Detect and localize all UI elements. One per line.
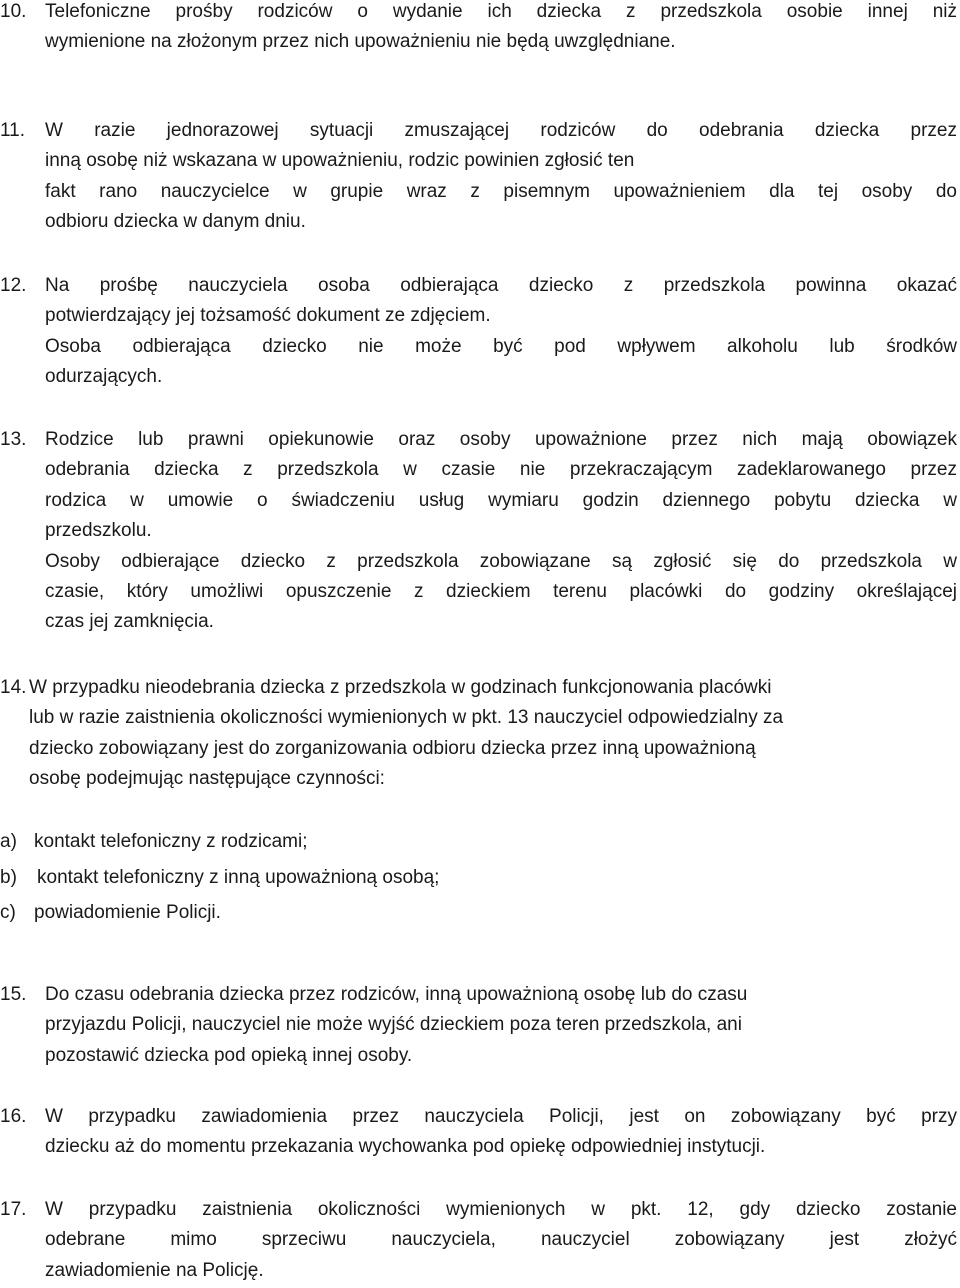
- line: [0, 271, 957, 301]
- line: [0, 607, 957, 637]
- item-text: przyjazdu Policji, nauczyciel nie może wyjść dzieckiem poza teren przedszkola, ani: [45, 1014, 742, 1036]
- line: [0, 486, 957, 516]
- line: [0, 146, 957, 176]
- item-text: dziecko zobowiązany jest do zorganizowania odbioru dziecka przez inną upoważnioną: [29, 737, 756, 759]
- item-text: zawiadomienie na Policję.: [45, 1259, 264, 1281]
- line: [0, 547, 957, 577]
- list-item-13: [0, 425, 957, 638]
- line: [0, 27, 957, 57]
- item-text: Osoba odbierająca dziecko nie może być pod wpływem alkoholu lub środków: [45, 335, 957, 357]
- item-text: inną osobę niż wskazana w upoważnieniu, rodzic powinien zgłosić ten: [45, 150, 635, 172]
- item-number: 16.: [0, 1106, 27, 1127]
- item-text: odbioru dziecka w danym dniu.: [45, 211, 306, 233]
- list-item-17: [0, 1195, 957, 1286]
- line: [0, 177, 957, 207]
- item-text: wymienione na złożonym przez nich upoważnieniu nie będą uwzględniane.: [45, 31, 676, 53]
- item-text: Rodzice lub prawni opiekunowie oraz osoby upoważnione przez nich mają obowiązek: [45, 429, 957, 450]
- line: [0, 980, 957, 1010]
- line: [0, 1102, 957, 1132]
- line: [0, 703, 957, 733]
- list-item-14: [0, 673, 957, 795]
- item-number: 15.: [0, 984, 27, 1005]
- item-text: odebrane mimo sprzeciwu nauczyciela, nauczyciel zobowiązany jest złożyć: [45, 1229, 957, 1251]
- subitem-letter: a): [0, 831, 17, 852]
- line: [0, 1010, 957, 1040]
- item-text: przedszkolu.: [45, 520, 152, 542]
- line: [0, 577, 957, 607]
- line: [0, 301, 957, 331]
- item-text: czas jej zamknięcia.: [45, 611, 214, 633]
- line: [0, 116, 957, 146]
- item-text: W przypadku zaistnienia okoliczności wymienionych w pkt. 12, gdy dziecko zostanie: [45, 1199, 957, 1220]
- line: [0, 362, 957, 392]
- item-text: osobę podejmując następujące czynności:: [29, 768, 385, 790]
- subitem-text: powiadomienie Policji.: [34, 902, 221, 923]
- item-text: Na prośbę nauczyciela osoba odbierająca dziecko z przedszkola powinna okazać: [45, 275, 957, 296]
- item-text: czasie, który umożliwi opuszczenie z dzieckiem terenu placówki do godziny określającej: [45, 581, 957, 603]
- item-text: Do czasu odebrania dziecka przez rodziców, inną upoważnioną osobę lub do czasu: [45, 984, 748, 1005]
- line: [0, 764, 957, 794]
- item-text: W razie jednorazowej sytuacji zmuszającej rodziców do odebrania dziecka przez: [45, 120, 957, 141]
- item-number: 17.: [0, 1199, 27, 1220]
- item-number: 11.: [0, 120, 26, 141]
- item-text: Telefoniczne prośby rodziców o wydanie ich dziecka z przedszkola osobie innej niż: [45, 1, 957, 22]
- item-text: odurzających.: [45, 366, 163, 388]
- line: [0, 1195, 957, 1225]
- subitem-b: [0, 863, 800, 893]
- subitem-text: kontakt telefoniczny z inną upoważnioną osobą;: [37, 867, 440, 888]
- item-number: 10.: [0, 1, 27, 22]
- line: [0, 455, 957, 485]
- item-text: Osoby odbierające dziecko z przedszkola zobowiązane są zgłosić się do przedszkola w: [45, 550, 957, 572]
- item-text: rodzica w umowie o świadczeniu usług wymiaru godzin dziennego pobytu dziecka w: [45, 489, 957, 511]
- item-text: pozostawić dziecka pod opieką innej osoby.: [45, 1044, 413, 1066]
- line: [0, 332, 957, 362]
- line: [0, 734, 957, 764]
- item-number: 12.: [0, 275, 27, 296]
- line: [0, 673, 957, 703]
- item-text: fakt rano nauczycielce w grupie wraz z pisemnym upoważnieniem dla tej osoby do: [45, 180, 957, 202]
- list-item-10: [0, 0, 957, 58]
- item-text: W przypadku zawiadomienia przez nauczyciela Policji, jest on zobowiązany być przy: [45, 1106, 957, 1127]
- line: [0, 425, 957, 455]
- list-item-15: [0, 980, 957, 1071]
- subitem-a: [0, 827, 800, 857]
- subitem-letter: b): [0, 867, 17, 888]
- item-text: W przypadku nieodebrania dziecka z przedszkola w godzinach funkcjonowania placówki: [29, 677, 772, 698]
- list-item-11: [0, 116, 957, 238]
- line: [0, 0, 957, 27]
- list-item-16: [0, 1102, 957, 1163]
- subitem-letter: c): [0, 902, 16, 923]
- line: [0, 516, 957, 546]
- line: [0, 207, 957, 237]
- line: [0, 1041, 957, 1071]
- item-number: 13.: [0, 429, 27, 450]
- subitem-text: kontakt telefoniczny z rodzicami;: [34, 831, 308, 852]
- subitem-c: [0, 898, 800, 928]
- list-item-12: [0, 271, 957, 393]
- line: [0, 1256, 957, 1286]
- item-text: potwierdzający jej tożsamość dokument ze zdjęciem.: [45, 305, 491, 327]
- item-number: 14.: [0, 677, 27, 698]
- line: [0, 1132, 957, 1162]
- item-text: dziecku aż do momentu przekazania wychowanka pod opiekę odpowiedniej instytucji.: [45, 1136, 766, 1158]
- item-text: odebrania dziecka z przedszkola w czasie nie przekraczającym zadeklarowanego przez: [45, 459, 957, 481]
- item-text: lub w razie zaistnienia okoliczności wymienionych w pkt. 13 nauczyciel odpowiedzialny za: [29, 707, 784, 729]
- line: [0, 1225, 957, 1255]
